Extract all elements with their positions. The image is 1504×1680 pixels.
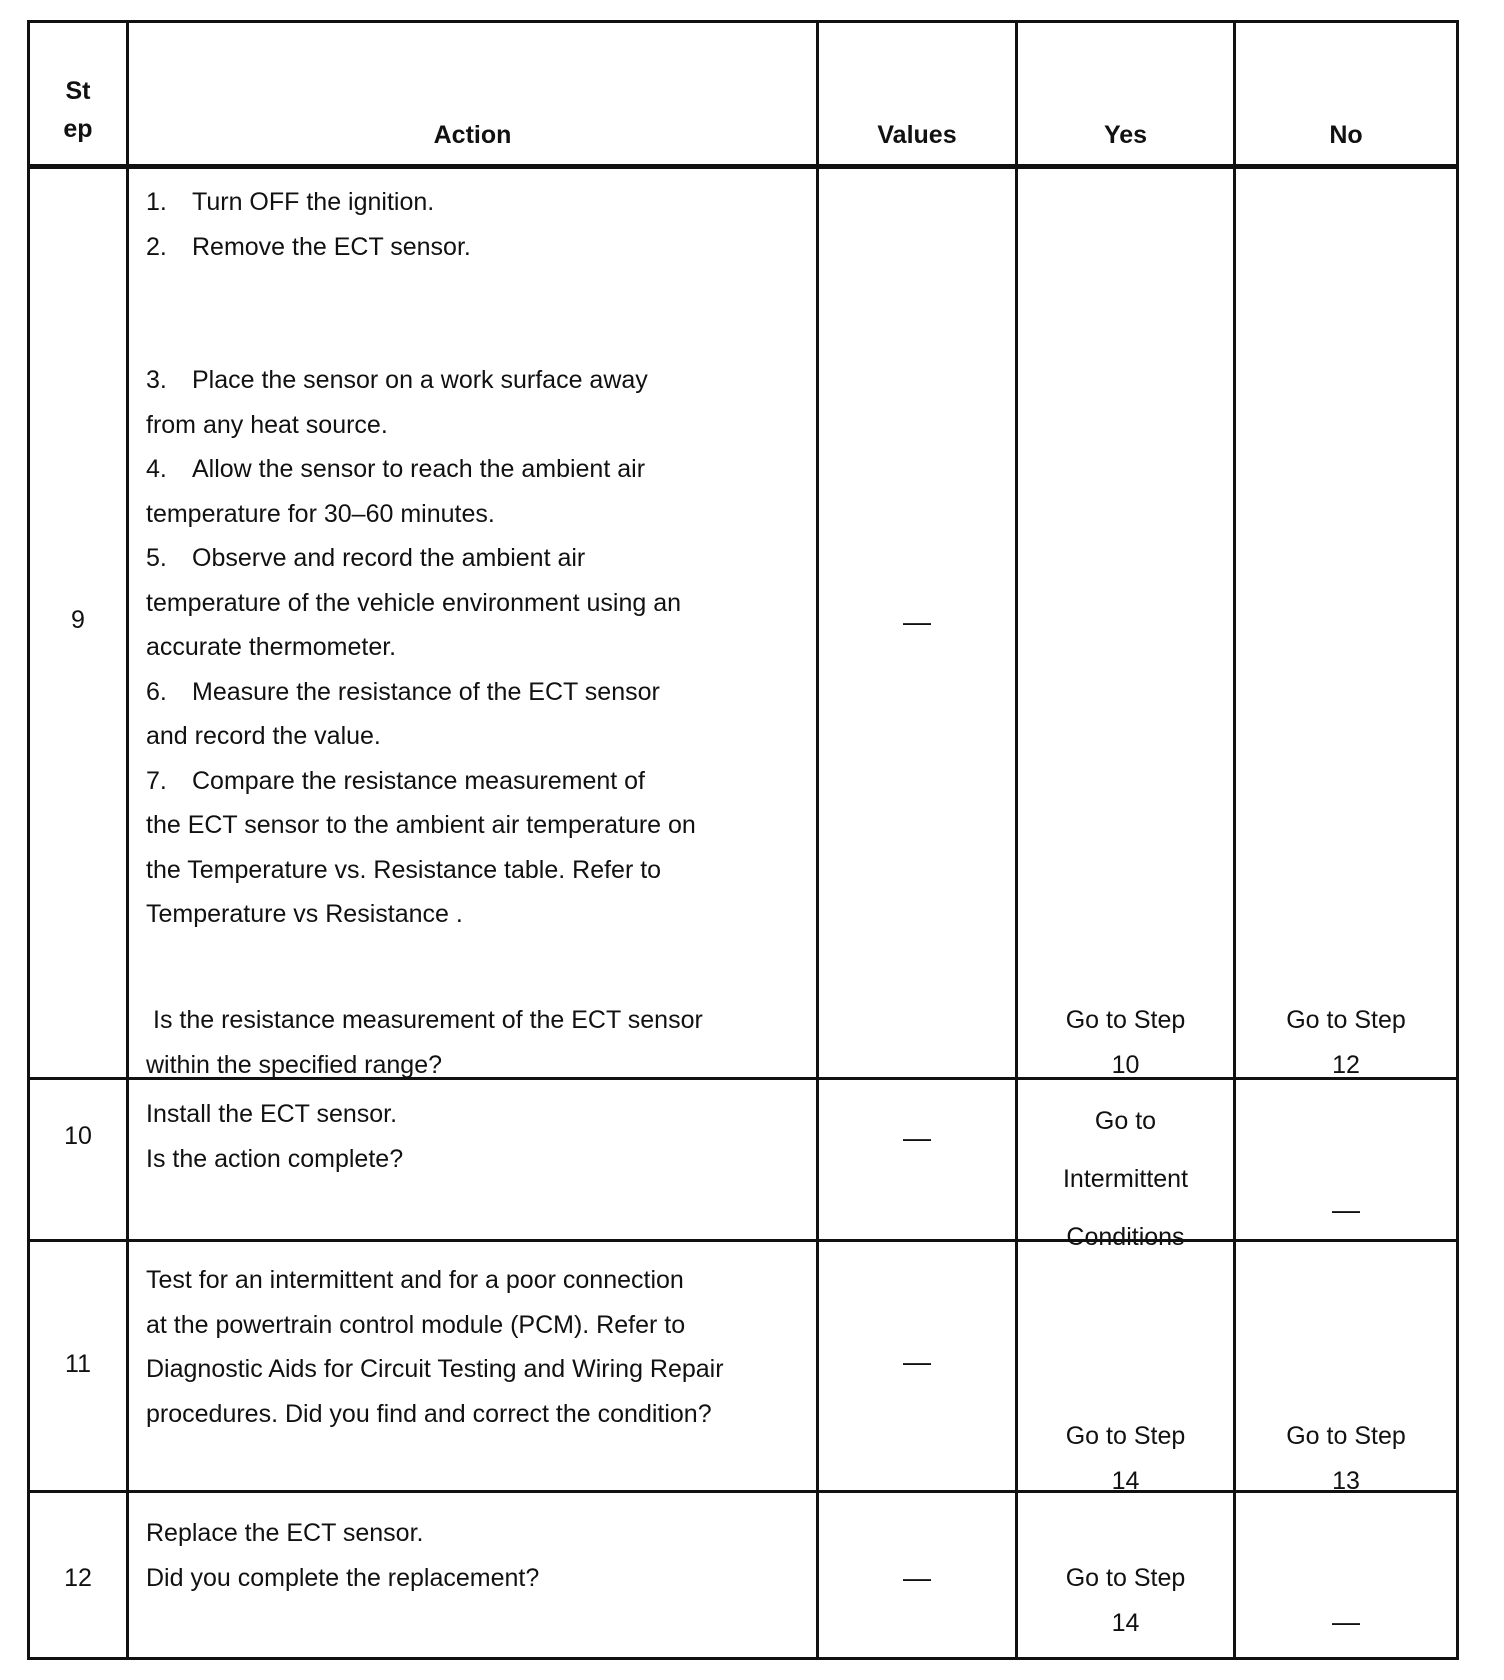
table-border-bottom — [27, 1657, 1459, 1660]
step-number: 9 — [71, 606, 85, 634]
table-border-right — [1456, 20, 1459, 1660]
values-cell: — — [903, 1562, 931, 1593]
yes-link[interactable]: Go to Intermittent Conditions — [1062, 1107, 1189, 1251]
header-step-line1: St — [65, 77, 91, 105]
list-item: 3. Place the sensor on a work surface away — [146, 366, 648, 394]
yes-link[interactable]: Go to Step 10 — [1065, 1006, 1186, 1079]
list-item: 1. Turn OFF the ignition. — [146, 188, 435, 216]
values-cell: — — [903, 1122, 931, 1153]
step-number: 10 — [64, 1122, 92, 1150]
no-link[interactable]: Go to Step 12 — [1286, 1006, 1406, 1079]
list-item: 7. Compare the resistance measurement of — [146, 766, 645, 795]
yes-link[interactable]: Go to Step 14 — [1065, 1564, 1186, 1637]
values-cell: — — [903, 606, 931, 637]
header-action: Action — [433, 121, 512, 149]
no-cell: — — [1332, 1606, 1360, 1637]
action-text: Replace the ECT sensor. Did you complete the replacement? — [146, 1519, 540, 1592]
header-values: Values — [877, 121, 957, 149]
list-item: 2. Remove the ECT sensor. — [146, 232, 471, 261]
row-divider — [27, 1239, 1459, 1242]
table-border-top — [27, 20, 1459, 23]
header-divider — [27, 164, 1459, 169]
diagnostic-table — [27, 20, 1459, 1660]
no-cell: — — [1332, 1194, 1360, 1225]
list-item: 6. Measure the resistance of the ECT sensor — [146, 677, 660, 706]
step-number: 11 — [65, 1350, 91, 1378]
column-divider — [126, 20, 129, 1660]
header-no: No — [1329, 121, 1363, 149]
header-step-line2: ep — [63, 115, 93, 143]
action-text: Install the ECT sensor. Is the action complete? — [146, 1100, 404, 1173]
list-item: 4. Allow the sensor to reach the ambient air — [146, 455, 646, 483]
question-text: Is the resistance measurement of the ECT sensor within the specified range? — [146, 1006, 703, 1079]
yes-link[interactable]: Go to Step 14 — [1065, 1422, 1186, 1495]
header-yes: Yes — [1103, 121, 1148, 149]
step-number: 12 — [64, 1564, 92, 1592]
header-step — [30, 72, 126, 148]
values-cell: — — [903, 1346, 931, 1377]
column-divider — [816, 20, 819, 1660]
table-border-left — [27, 20, 30, 1660]
list-item: 5. Observe and record the ambient air — [146, 544, 586, 572]
action-steps: 1. Turn OFF the ignition. 2. Remove the ECT sensor. 3. Place the sensor on a work surface away from any heat source. 4. Allow the sensor to reach the ambient air temperature for 30–60 minutes. 5. Observe and record the ambient air temperature of the vehicle environment using an accurate thermometer. 6. Measure the resistance of the ECT sensor and record the value. 7. Compare the resistance measurement of the ECT sensor to the ambient air temperature on the Temperature vs. Resistance table. Refer to Temperature vs Resistance . — [146, 180, 806, 937]
no-link[interactable]: Go to Step 13 — [1286, 1422, 1406, 1495]
action-text: Test for an intermittent and for a poor connection at the powertrain control module (PCM). Refer to Diagnostic Aids for Circuit Testing and Wiring Repair procedures. Did you find and correct the condition? — [146, 1266, 724, 1428]
